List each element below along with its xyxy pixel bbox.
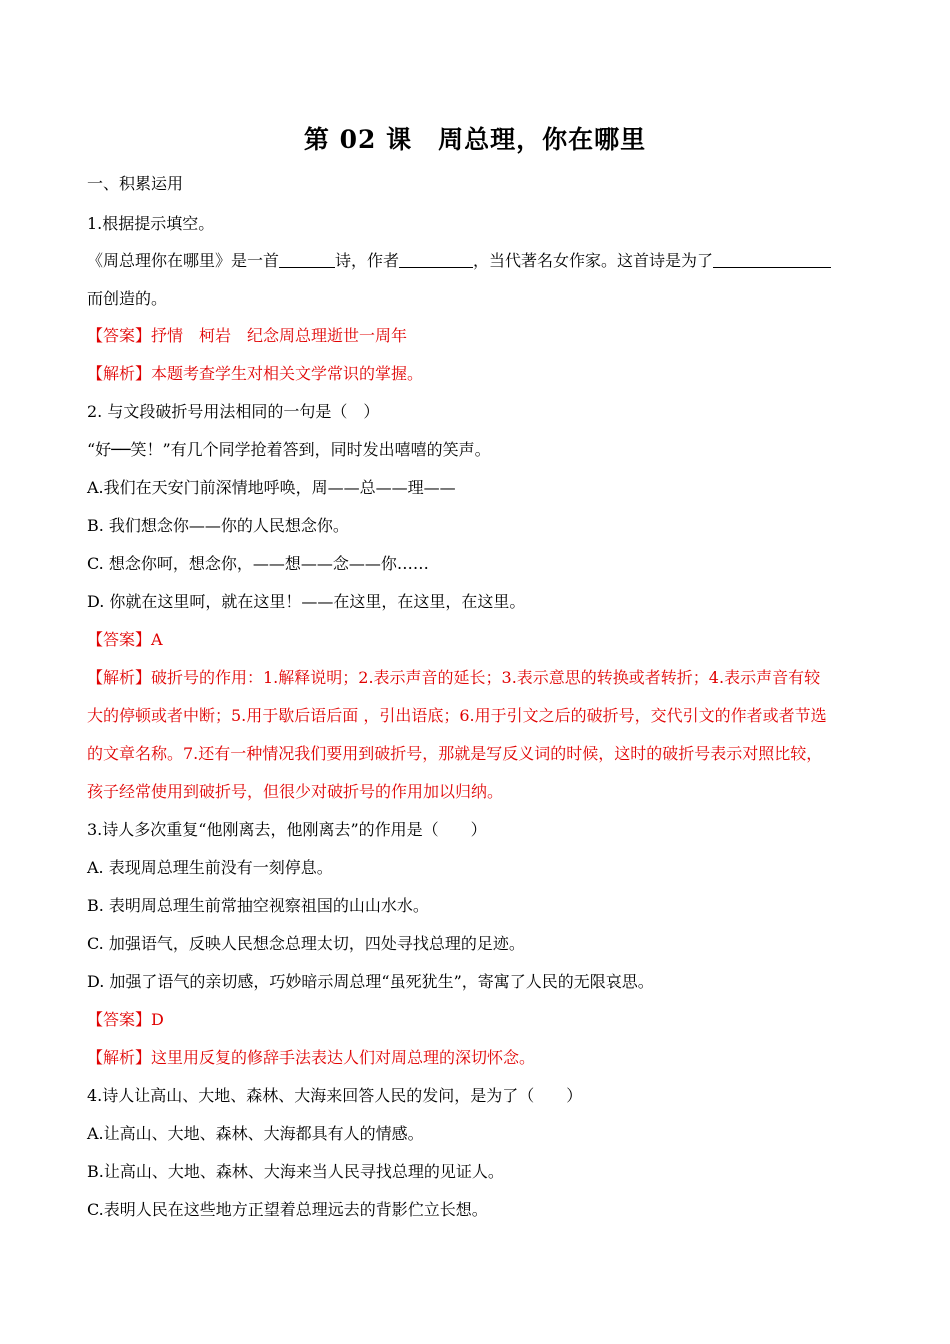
section-heading: 一、积累运用	[87, 174, 184, 193]
q1-blank-1	[279, 251, 335, 268]
q1-blank-3	[713, 251, 831, 268]
q2-option-d: D. 你就在这里呵，就在这里！——在这里，在这里，在这里。	[87, 592, 526, 611]
q1-text-b: 诗，作者	[335, 251, 400, 270]
q2-quote: “好──笑！”有几个同学抢着答到，同时发出嘻嘻的笑声。	[87, 440, 491, 459]
q2-stem: 2. 与文段破折号用法相同的一句是（ ）	[87, 402, 380, 421]
q1-line-2: 而创造的。	[87, 289, 168, 308]
q1-blank-2	[399, 251, 473, 268]
q4-option-a: A.让高山、大地、森林、大海都具有人的情感。	[87, 1124, 424, 1143]
q1-fill-line	[87, 251, 831, 271]
q1-answer: 【答案】抒情 柯岩 纪念周总理逝世一周年	[87, 326, 408, 345]
q1-text-a: 《周总理你在哪里》是一首	[87, 251, 280, 270]
q1-text-c: ，当代著名女作家。这首诗是为了	[473, 251, 714, 270]
q4-option-c: C.表明人民在这些地方正望着总理远去的背影伫立长想。	[87, 1200, 488, 1219]
q3-answer: 【答案】D	[87, 1010, 164, 1029]
q2-analysis-line-2: 大的停顿或者中断；5.用于歇后语后面 ，引出语底；6.用于引文之后的破折号，交代引文的作者或者节选	[87, 706, 827, 725]
q2-option-c: C. 想念你呵，想念你，——想——念——你……	[87, 554, 429, 573]
q2-analysis-line-4: 孩子经常使用到破折号，但很少对破折号的作用加以归纳。	[87, 782, 504, 801]
q2-analysis-line-1: 【解析】破折号的作用：1.解释说明；2.表示声音的延长；3.表示意思的转换或者转折；4.表示声音有较	[87, 668, 821, 687]
q1-analysis: 【解析】本题考查学生对相关文学常识的掌握。	[87, 364, 424, 383]
q2-analysis-line-3: 的文章名称。7.还有一种情况我们要用到破折号，那就是写反义词的时候，这时的破折号表示对照比较，	[87, 744, 823, 763]
q4-option-b: B.让高山、大地、森林、大海来当人民寻找总理的见证人。	[87, 1162, 504, 1181]
q2-option-b: B. 我们想念你——你的人民想念你。	[87, 516, 349, 535]
q3-stem: 3.诗人多次重复“他刚离去，他刚离去”的作用是（ ）	[87, 820, 487, 839]
q3-option-d: D. 加强了语气的亲切感，巧妙暗示周总理“虽死犹生”，寄寓了人民的无限哀思。	[87, 972, 654, 991]
q1-stem: 1.根据提示填空。	[87, 214, 215, 233]
q4-stem: 4.诗人让高山、大地、森林、大海来回答人民的发问，是为了（ ）	[87, 1086, 583, 1105]
q3-option-c: C. 加强语气，反映人民想念总理太切，四处寻找总理的足迹。	[87, 934, 525, 953]
page-title: 第 02 课 周总理，你在哪里	[303, 125, 647, 154]
q3-option-a: A. 表现周总理生前没有一刻停息。	[87, 858, 333, 877]
q3-analysis: 【解析】这里用反复的修辞手法表达人们对周总理的深切怀念。	[87, 1048, 536, 1067]
q2-option-a: A.我们在天安门前深情地呼唤，周——总——理——	[87, 478, 456, 497]
q2-answer: 【答案】A	[87, 630, 163, 649]
q3-option-b: B. 表明周总理生前常抽空视察祖国的山山水水。	[87, 896, 429, 915]
